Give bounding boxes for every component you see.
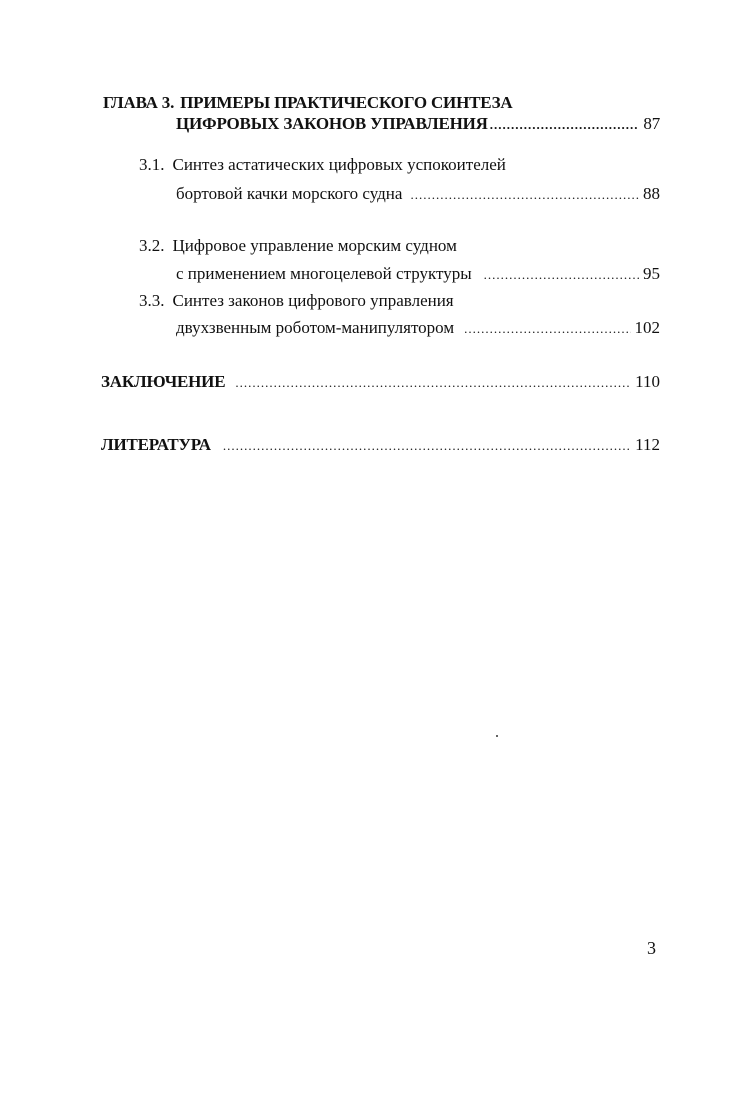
toc-literature	[101, 435, 660, 456]
toc-leader-dots	[410, 185, 639, 205]
section-page-number: 95	[643, 264, 660, 283]
section-title-line2: двухзвенным роботом-манипулятором	[176, 318, 455, 337]
section-title-line1: Синтез астатических цифровых успокоителей	[172, 155, 506, 174]
toc-section-3-1-line2	[176, 184, 660, 205]
conclusion-page-number: 110	[635, 372, 660, 391]
section-title-line1: Синтез законов цифрового управления	[172, 291, 454, 310]
toc-section-3-2-line1	[139, 236, 457, 256]
toc-section-3-1-line1	[139, 155, 506, 175]
chapter-prefix: ГЛАВА 3.	[103, 93, 175, 112]
chapter-title-line1: ПРИМЕРЫ ПРАКТИЧЕСКОГО СИНТЕЗА	[180, 93, 513, 112]
conclusion-title: ЗАКЛЮЧЕНИЕ	[101, 372, 226, 391]
toc-chapter-3-line1	[103, 93, 512, 113]
section-title-line2: с применением многоцелевой структуры	[176, 264, 472, 283]
toc-leader-dots	[464, 319, 630, 339]
page-number: 3	[647, 938, 656, 958]
literature-page-number: 112	[635, 435, 660, 454]
chapter-title-line2: ЦИФРОВЫХ ЗАКОНОВ УПРАВЛЕНИЯ	[176, 114, 488, 133]
toc-leader-dots	[490, 115, 640, 135]
section-page-number: 102	[634, 318, 660, 337]
toc-leader-dots	[235, 373, 631, 393]
scan-speck	[496, 735, 498, 737]
toc-section-3-2-line2	[176, 264, 660, 285]
section-page-number: 88	[643, 184, 660, 203]
section-number: 3.2.	[139, 236, 165, 255]
section-title-line1: Цифровое управление морским судном	[172, 236, 457, 255]
chapter-page-number: 87	[643, 114, 660, 133]
toc-chapter-3-line2	[176, 114, 660, 135]
section-number: 3.1.	[139, 155, 165, 174]
toc-leader-dots	[223, 436, 631, 456]
toc-conclusion	[101, 372, 660, 393]
toc-section-3-3-line2	[176, 318, 660, 339]
toc-leader-dots	[484, 265, 639, 285]
literature-title: ЛИТЕРАТУРА	[101, 435, 211, 454]
toc-section-3-3-line1	[139, 291, 454, 311]
section-title-line2: бортовой качки морского судна	[176, 184, 403, 203]
section-number: 3.3.	[139, 291, 165, 310]
